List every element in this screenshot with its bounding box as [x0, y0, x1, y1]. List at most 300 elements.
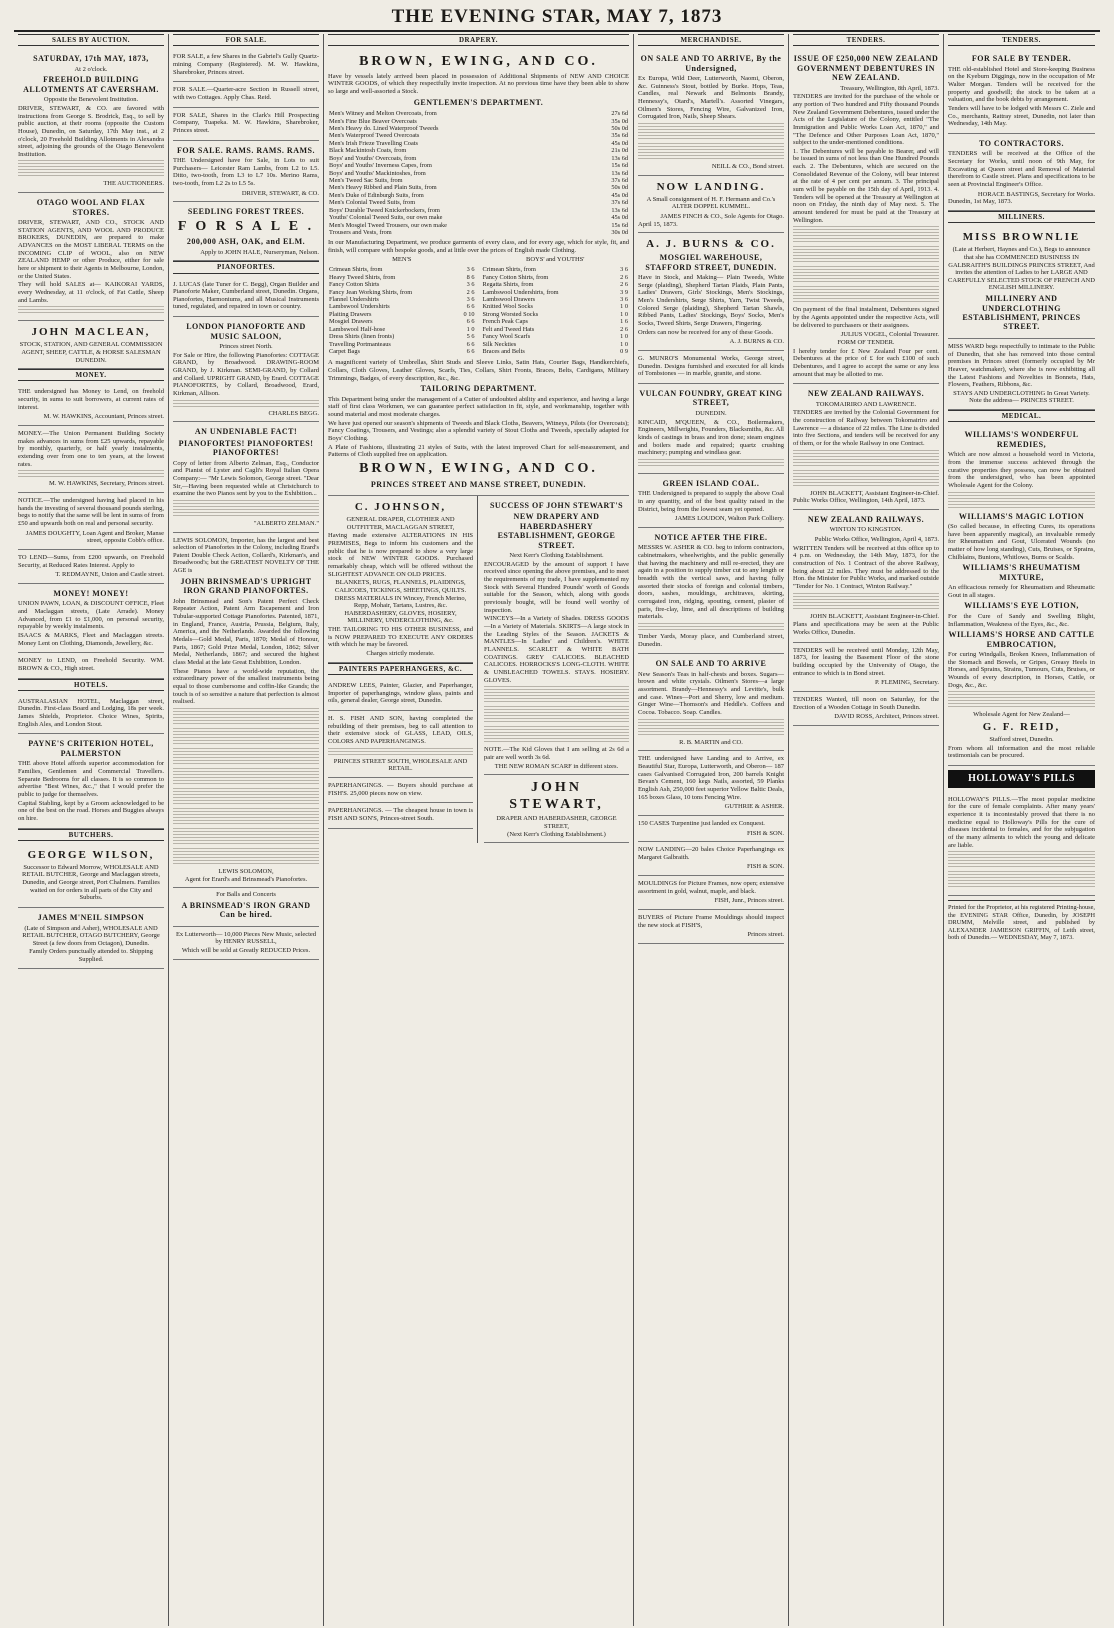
- ad-wool-stores: [18, 193, 164, 321]
- brinsmead-body: John Brinsmead and Son's Patent Perfect Check Repeater Action, Patent Arm Escapement and Iron Tubular-supported Cottage Pianofortes. Patented, 1871, in England, France, Austria, Prussia, Belgium, Italy, America, and the Netherlands. Awarded the following Medals—Gold Medal, Paris, 1870; Medal of Honour, Paris, 1867; Gold Prize Medal, London, 1862; Silver Medal, Netherlands, 1867; and secured the highest class Medal at the late Great Exhibition, London.: [173, 597, 319, 666]
- text-filler: [18, 470, 164, 478]
- lotion-title: WILLIAMS'S MAGIC LOTION: [958, 511, 1085, 521]
- ad-brown-ewing: [328, 49, 629, 496]
- drapery-lower-left: [328, 496, 478, 843]
- text-filler: [18, 306, 164, 314]
- text-filler: [173, 788, 319, 806]
- price-value: 1 0: [620, 303, 628, 311]
- price-row: [328, 341, 476, 348]
- brownlie-foot: MILLINERY AND UNDERCLOTHING ESTABLISHMENT, PRINCES STREET.: [962, 294, 1081, 332]
- forsale-title: F O R S A L E .: [177, 218, 315, 234]
- lucas-body: J. LUCAS (late Tuner for C. Begg), Organ Builder and Pianoforte Maker, Cumberland street, Dunedin. Organs, Pianofortes, Harmoniums, and all Musical Instruments tuned, regulated, and repaired in town or country.: [173, 280, 319, 311]
- stewart-title-2: JOHN STEWART,: [509, 780, 604, 812]
- auction-body: DRIVER, STEWART, & CO. are favored with instructions from George S. Brodrick, Esq., to sell by public auction, at their rooms (opposite the Custom House), Dunedin, on Saturday, 17th May inst., at 2 o'clock, 20 Freehold Building Allotments in Alexandra street, adjoining the grounds of the Otago Benevolent Institution.: [18, 104, 164, 158]
- column-1: [14, 34, 169, 1626]
- stewart-subtitle: NEW DRAPERY AND HABERDASHERY ESTABLISHMENT, GEORGE STREET.: [497, 512, 616, 550]
- price-item: Men's Fine Blue Beaver Overcoats: [329, 117, 417, 125]
- section-heading-milliners: MILLINERS.: [948, 211, 1095, 223]
- london-title: LONDON PIANOFORTE AND MUSIC SALOON,: [186, 322, 306, 341]
- text-filler: [484, 686, 629, 704]
- mens-boys-lists: [328, 256, 629, 359]
- vulcan-title: VULCAN FOUNDRY, GREAT KING STREET,: [639, 389, 783, 408]
- landing-body: A Small consignment of H. F. Hermann and Co.'s ALTER DOPPEL KUMMEL.: [646, 195, 776, 211]
- ad-basement-lease: [793, 643, 939, 692]
- text-filler: [173, 808, 319, 826]
- price-row: [482, 266, 630, 273]
- agent-address: Stafford street, Dunedin.: [989, 735, 1054, 743]
- price-row: [328, 214, 629, 221]
- price-row: [482, 274, 630, 281]
- ad-fish: [328, 711, 473, 778]
- price-item: Crimean Shirts, from: [482, 266, 536, 274]
- ad-australasian-hotel: [18, 694, 164, 735]
- price-value: 1 6: [620, 318, 628, 326]
- price-row: [328, 132, 629, 139]
- price-value: 2 6: [620, 281, 628, 289]
- price-item: Men's Mosgiel Tweed Trousers, our own make: [329, 221, 447, 229]
- ad-railway-winton: [793, 510, 939, 643]
- mouldings-body: MOULDINGS for Picture Frames, now open; extensive assortment in gold, walnut, maple, and black.: [638, 880, 784, 895]
- rams-body: THE Undersigned have for Sale, in Lots to suit Purchasers— Leicester Ram Lambs, from L2 to L5. Ditto, two-tooth, from L3 to L7 10s. Merino Rams, two-tooth, from L2 2s to L5 5s.: [173, 156, 319, 187]
- notice-signature: JAMES DOUGHTY, Loan Agent and Broker, Manse street, opposite Cobb's office.: [25, 529, 164, 545]
- price-value: 3 6: [466, 266, 475, 274]
- section-heading-painters: PAINTERS PAPERHANGERS, &C.: [328, 663, 473, 675]
- column-5: [789, 34, 944, 1626]
- price-item: Fancy Cotton Shirts: [329, 281, 380, 289]
- price-row: [482, 303, 630, 310]
- ad-sale-by-tender: [948, 49, 1095, 134]
- section-heading-butchers: BUTCHERS.: [18, 829, 164, 841]
- agent-foot: From whom all information and the most reliable testimonials can be procured.: [948, 744, 1095, 760]
- ad-money-1: [18, 384, 164, 426]
- ad-lees: [328, 678, 473, 711]
- coal-body: THE Undersigned is prepared to supply the above Coal in any quantity, and of the best quality raised in the District, being from the lowest seam yet opened.: [638, 490, 784, 513]
- landing2-body: NOW LANDING—20 bales Choice Paperhangings ex Margaret Galbraith.: [638, 846, 784, 861]
- column-4: [634, 34, 789, 1626]
- ad-turpentine: [638, 816, 784, 842]
- price-item: Flannel Undershirts: [329, 296, 379, 303]
- ad-undeniable-fact: [173, 422, 319, 532]
- price-row: [328, 177, 629, 184]
- turpentine-body: 150 CASES Turpentine just landed ex Conquest.: [638, 819, 765, 827]
- turpentine-signature: FISH & SON.: [746, 829, 784, 837]
- fact-signature: "ALBERTO ZELMAN.": [253, 519, 319, 527]
- text-filler: [173, 828, 319, 846]
- price-item: Plaiting Drawers: [329, 310, 372, 318]
- columns: [14, 34, 1099, 1626]
- price-value: 50s 0d: [611, 184, 628, 192]
- price-value: 6 6: [466, 303, 475, 311]
- ad-guthrie: [638, 751, 784, 816]
- price-value: 8 6: [466, 273, 475, 281]
- ad-johnson: [328, 496, 473, 663]
- burns-signature: A. J. BURNS & CO.: [729, 338, 784, 346]
- price-item: Lambswool Drawers: [482, 296, 536, 303]
- text-filler: [173, 848, 319, 866]
- ad-money-lend: [18, 653, 164, 678]
- trees-body: 200,000 ASH, OAK, and ELM.: [186, 237, 306, 247]
- price-value: 1 0: [620, 333, 628, 341]
- ad-to-lend: [18, 550, 164, 584]
- text-filler: [638, 123, 784, 141]
- price-value: 1 0: [620, 310, 628, 318]
- contractors-signature: HORACE BASTINGS, Secretary for Works.: [977, 190, 1095, 198]
- price-row: [482, 318, 630, 325]
- rail2-subtitle: WINTON TO KINGSTON.: [829, 526, 903, 534]
- price-value: 3 6: [466, 281, 475, 289]
- tolend-body: TO LEND—Sums, from £200 upwards, on Freehold Security, at Reduced Rates Interest. Apply to: [18, 553, 164, 569]
- mens-price-list: [328, 266, 476, 355]
- london-signature: CHARLES BEGG.: [268, 409, 319, 417]
- price-value: 45s 0d: [611, 139, 628, 147]
- williams-body: Which are now almost a household word in Victoria, from the immense success achieved through the curative properties they possess, can now be obtained from the undersigned, who has been appointed Wholesale Agent for the Colony.: [948, 451, 1095, 489]
- ad-williams-remedies: [948, 425, 1095, 766]
- column-3-drapery: [324, 34, 634, 1626]
- tolend-signature: T. REDMAYNE, Union and Castle street.: [55, 571, 164, 579]
- burns-body: Have in Stock, and Making— Plain Tweeds, White Serge (plaiding), Shepherd Tartan Plaids, Plain Pants, Ladies' Drawers, Girls' Stockings, Men's Stockings, Men's Undershirts, Serge Shirts, Yarn, Twist Tweeds, Colored Serge (plaiding), Shepherd Tartan Shawls, Ribbed Pants, Ladies' Stockings, Boys' Socks, Men's Socks, Tweed Shirts, Serge Drawers, Fingering.: [638, 274, 784, 328]
- ad-notice-fire: [638, 528, 784, 654]
- maclean-place: DUNEDIN.: [75, 356, 107, 364]
- tailoring-title: TAILORING DEPARTMENT.: [420, 384, 537, 394]
- price-value: 30s 0d: [611, 228, 628, 236]
- ad-green-island-coal: [638, 474, 784, 528]
- text-filler: [638, 459, 784, 467]
- ad-union-pawn: [18, 584, 164, 653]
- form-body: I hereby tender for £ New Zealand Four per cent. Debentures at the price of £ for each £100 of such Debentures, and I agree to accept the same or any less amount that may be allotted to me.: [793, 347, 939, 378]
- price-item: Lambswool Half-hose: [329, 325, 386, 333]
- stewart-note: NOTE.—The Kid Gloves that I am selling at 2s 6d a pair are well worth 3s 6d.: [484, 746, 629, 761]
- text-filler: [793, 246, 939, 264]
- text-filler: [793, 593, 939, 611]
- column-6: [944, 34, 1099, 1626]
- price-item: Black Mackintosh Coats, from: [329, 147, 407, 155]
- money2-signature: M. W. HAWKINS, Secretary, Princes street.: [49, 480, 164, 488]
- price-value: 21s 0d: [611, 147, 628, 155]
- price-row: [482, 311, 630, 318]
- price-item: Men's Witney and Melton Overcoats, from: [329, 110, 437, 118]
- fish-body: H. S. FISH AND SON, having completed the rebuilding of their premises, beg to call attention to their extensive stock of GLASS, LEAD, OILS, COLORS AND PAPERHANGINGS.: [328, 714, 473, 745]
- ad-paperhangings-2: [328, 803, 473, 828]
- section-heading-merchandise: MERCHANDISE.: [638, 34, 784, 46]
- auction-date: SATURDAY, 17th MAY, 1873,: [33, 54, 149, 64]
- price-row: [328, 229, 629, 236]
- price-row: [328, 162, 629, 169]
- mens-list: [328, 256, 476, 359]
- ad-solomon: [173, 533, 319, 889]
- burns-title: A. J. BURNS & CO.: [646, 238, 776, 251]
- price-item: Mosgiel Drawers: [329, 318, 373, 326]
- ad-martin: [638, 654, 784, 751]
- text-filler: [948, 691, 1095, 709]
- holloway-body: HOLLOWAY'S PILLS.—The most popular medicine for the cure of female complaints. After many years' experience it is incontestably proved that there is no medicine equal to Holloway's Pills for the cure of diseases incidental to females, and for the subjugation of the many ailments to which the young and delicate are liable.: [948, 795, 1095, 849]
- brown-ewing-address: PRINCES STREET AND MANSE STREET, DUNEDIN.: [370, 479, 587, 489]
- brown-ewing-title-2: BROWN, EWING, AND CO.: [359, 461, 598, 477]
- buyers-signature: Princes street.: [747, 931, 784, 939]
- price-row: [328, 147, 629, 154]
- text-filler: [948, 492, 1095, 510]
- boys-list: [482, 256, 630, 359]
- stewart-title: SUCCESS OF JOHN STEWART'S: [489, 500, 624, 510]
- guthrie-signature: GUTHRIE & ASHER.: [724, 803, 784, 811]
- money-lend-body: MONEY to LEND, on Freehold Security. WM. BROWN & CO., High street.: [18, 657, 164, 672]
- price-value: 6 6: [466, 347, 475, 355]
- payne-stable: Capital Stabling, kept by a Groom acknowledged to be one of the best on the road. Horses and Buggies always on hire.: [18, 799, 164, 822]
- price-row: [482, 281, 630, 288]
- price-row: [328, 289, 476, 296]
- loan-signature: JULIUS VOGEL, Colonial Treasurer.: [840, 331, 939, 339]
- price-item: Men's Heavy do. Lined Waterproof Tweeds: [329, 125, 439, 133]
- rail1-signature: JOHN BLACKETT, Assistant Engineer-in-Chief.: [810, 489, 939, 497]
- price-item: Strong Worsted Socks: [482, 310, 539, 318]
- section-heading-tenders-2: TENDERS.: [948, 34, 1095, 46]
- loan-title: ISSUE OF £250,000 NEW ZEALAND GOVERNMENT DEBENTURES IN NEW ZEALAND.: [793, 54, 939, 83]
- landing2-signature: FISH & SON.: [746, 863, 784, 871]
- price-row: [328, 192, 629, 199]
- fashions-body: A Plate of Fashions, illustrating 21 styles of Suits, with the latest improved Chart for self-measurement, and Patterns of Cloth supplied free on application.: [328, 443, 629, 459]
- price-item: Regatta Shirts, from: [482, 281, 534, 289]
- gents-price-list: [328, 110, 629, 236]
- burns-subtitle: MOSGIEL WAREHOUSE, STAFFORD STREET, DUNEDIN.: [645, 253, 777, 272]
- ad-ward: [948, 339, 1095, 410]
- rail1-address: Public Works Office, Wellington, 14th April, 1873.: [793, 497, 926, 505]
- ad-sale-2: [173, 82, 319, 107]
- price-row: [328, 184, 629, 191]
- johnson-title: C. JOHNSON,: [354, 500, 447, 513]
- price-value: 35s 6d: [611, 132, 628, 140]
- school-signature: P. FLEMING, Secretary.: [874, 679, 939, 687]
- johnson-subtitle: GENERAL DRAPER, CLOTHIER AND OUTFITTER, MACLAGGAN STREET,: [346, 515, 455, 531]
- ad-holloway: [948, 792, 1095, 897]
- price-row: [328, 333, 476, 340]
- text-filler: [173, 748, 319, 766]
- price-row: [328, 296, 476, 303]
- stewart-items: WINCEYS—In a Variety of Shades. DRESS GOODS—In a Variety of Materials. SKIRTS—A large stock in the Leading Styles of the Season. JACKETS & MANTLES—In Ladies' and Children's. WHITE FLANNELS. SCARLET & WHITE BATH COATINGS. GREY CALICOES. BLEACHED CALICOES. HORROCKS'S LONG-CLOTH. WHITE & UNBLEACHED TOWELS. STAYS. HOSIERY. GLOVES.: [484, 615, 629, 684]
- london-subtitle: Princes street North.: [219, 343, 273, 351]
- horse-title: WILLIAMS'S HORSE AND CATTLE EMBROCATION,: [948, 630, 1095, 649]
- money1-body: THE undersigned has Money to Lend, on freehold security, in sums to suit borrowers, at current rates of interest.: [18, 388, 164, 411]
- price-item: Boys' and Youths' Mackintoshes, from: [329, 169, 426, 177]
- price-row: [328, 199, 629, 206]
- text-filler: [173, 768, 319, 786]
- price-item: Men's Duke of Edinburgh Suits, from: [329, 191, 424, 199]
- ad-paperhangings-1: [328, 778, 473, 803]
- ad-auction-caversham: [18, 49, 164, 193]
- price-item: Trousers and Vests, from: [329, 228, 392, 236]
- text-filler: [484, 706, 629, 724]
- ad-brinsmead-hire: [173, 888, 319, 927]
- price-row: [328, 110, 629, 117]
- price-row: [328, 140, 629, 147]
- guthrie-body: THE undersigned have Landing and to Arrive, ex Beautiful Star, Europa, Lutterworth, and Oberon— 187 cases Galvanised Corrugated Iron, 200 barrels Knight Bevan's Cement, 160 kegs Nails, assorted, 59 Planks English Ash, 250,000 feet superior Yellow Baltic Deals, 165 boxes Glass, 10 tons Fencing Wire.: [638, 755, 784, 801]
- text-filler: [638, 623, 784, 631]
- fire-title: NOTICE AFTER THE FIRE.: [654, 532, 768, 542]
- ad-cottage-tender: [793, 692, 939, 726]
- section-heading-drapery: DRAPERY.: [328, 34, 629, 46]
- brownlie-title: MISS BROWNLIE: [962, 231, 1081, 244]
- ad-rams: [173, 141, 319, 203]
- ad-wilson: [18, 844, 164, 908]
- stewart-next: Next Kerr's Clothing Establishment.: [509, 552, 604, 560]
- price-value: 0 9: [620, 347, 628, 355]
- rail2-dateline: Public Works Office, Wellington, April 4, 1873.: [814, 536, 939, 544]
- wilson-body: Successor to Edward Morrow, WHOLESALE AND RETAIL BUTCHER, George and Maclaggan streets, Dunedin, and George street, Port Chalmers. Families waited on for orders in all parts of the City and Suburbs.: [22, 863, 160, 902]
- price-item: Crimean Shirts, from: [329, 266, 383, 274]
- auction-time: At 2 o'clock.: [74, 65, 108, 73]
- tailoring-body-2: We have just opened our season's shipments of Tweeds and Black Cloths, Beavers, Witneys, Pilots (for Overcoats); Fancy Coatings, Trousers, and Vestings; also a splendid variety of Stout Cloths and Tweeds, specially adapted for Boys' Clothing.: [328, 419, 629, 443]
- price-value: 2 6: [620, 273, 628, 281]
- price-value: 1 0: [620, 340, 628, 348]
- ad-money-2: [18, 426, 164, 493]
- ad-vulcan-foundry: [638, 384, 784, 474]
- eye-title: WILLIAMS'S EYE LOTION,: [964, 601, 1079, 611]
- simpson-foot: Family Orders punctually attended to. Shipping Supplied.: [29, 948, 153, 964]
- ad-mouldings: [638, 876, 784, 910]
- section-heading-for-sale: FOR SALE.: [173, 34, 319, 46]
- printer-imprint: Printed for the Proprietor, at his registered Printing-house, the EVENING STAR Office, Dunedin, by JOSEPH DRUMM, Melville street, and published by ALEXANDER JAMIESON GRIFFIN, of Leith street, both of Dunedin.— WEDNESDAY, May 7, 1873.: [948, 900, 1095, 941]
- hire-body: A BRINSMEAD'S IRON GRAND Can be hired.: [181, 900, 311, 920]
- price-value: 3 9: [620, 288, 628, 296]
- agent-name: G. F. REID,: [982, 721, 1061, 733]
- text-filler: [793, 470, 939, 488]
- buyers-body: BUYERS of Picture Frame Mouldings should inspect the new stock at FISH'S,: [638, 914, 784, 929]
- fire-address: Timber Yards, Moray place, and Cumberland street, Dunedin.: [638, 632, 784, 648]
- price-item: Heavy Tweed Shirts, from: [329, 273, 396, 281]
- horse-body: For curing Windgalls, Broken Knees, Inflammation of the Stomach and Bowels, or Gripes, Greasy Heels in Horses, and Sprains, Strains, Tumours, Cuts, Bruises, or Wounds of every description, in Horses, Cattle, or Dogs, &c., &c.: [948, 651, 1095, 689]
- price-value: 50s 0d: [611, 125, 628, 133]
- solomon-signature: LEWIS SOLOMON,: [218, 867, 274, 875]
- vulcan-body: KINCAID, M'QUEEN, & CO., Boilermakers, Engineers, Millwrights, Founders, Blacksmiths, &c. All kinds of castings in brass and iron done; steam engines and boilers made and repaired; quartz crushing machinery; pumping and windlass gear.: [638, 418, 784, 457]
- price-item: Braces and Belts: [482, 347, 525, 355]
- gents-title: GENTLEMEN'S DEPARTMENT.: [413, 97, 544, 107]
- ad-buyers: [638, 910, 784, 944]
- wool-sales: They will hold SALES at— KAIKORAI YARDS, every Wednesday, at 11 o'clock, of Fat Cattle, Sheep and Lambs.: [18, 281, 164, 304]
- price-value: 6 6: [466, 318, 475, 326]
- russell-foot: Which will be sold at Greatly REDUCED Prices.: [181, 947, 311, 955]
- text-filler: [173, 500, 319, 518]
- sale2-body: FOR SALE.—Quarter-acre Section in Russell street, with two Cottages. Apply Chas. Reid.: [173, 86, 319, 101]
- price-row: [482, 326, 630, 333]
- ad-now-landing: [638, 176, 784, 234]
- contractors-body: TENDERS will be received at the Office of the Secretary for Works, until noon of 9th May, for Excavating at Queen street and Removal of Material therefrom to Castle street. Plans and specifications to be seen at Provincial Engineer's Office.: [948, 150, 1095, 188]
- cottage-body: TENDERS Wanted, till noon on Saturday, for the Erection of a Wooden Cottage in South Dunedin.: [793, 695, 939, 711]
- text-filler: [638, 143, 784, 161]
- text-filler: [793, 286, 939, 304]
- mouldings-signature: FISH, Junr., Princes street.: [714, 897, 784, 905]
- stewart-foot: (Next Kerr's Clothing Establishment.): [507, 830, 606, 838]
- price-item: Dress Shirts (linen fronts): [329, 333, 395, 341]
- munro-body: G. MUNRO'S Monumental Works, George street, Dunedin. Designs furnished and executed for all kinds of Tombstones — in marble, granite, and stone.: [638, 355, 784, 378]
- rail1-body: TENDERS are invited by the Colonial Government for the construction of Railway between Tokomairiro and Lawrence — a distance of 22 miles. The Line is divided into five Sections, and tenders will be received for any of them, or for the whole Railway in one Contract.: [793, 409, 939, 447]
- paper2-body: PAPERHANGINGS. — The cheapest house in town is FISH AND SON'S, Princes-street South.: [328, 807, 473, 822]
- wool-title: OTAGO WOOL AND FLAX STORES.: [36, 198, 146, 217]
- section-heading-auction: SALES BY AUCTION.: [18, 34, 164, 46]
- text-filler: [18, 160, 164, 178]
- loan-dateline: Treasury, Wellington, 8th April, 1873.: [840, 84, 939, 92]
- section-heading-pianofortes: PIANOFORTES.: [173, 261, 319, 273]
- ad-payne-hotel: [18, 734, 164, 828]
- johnson-body: Having made extensive ALTERATIONS IN HIS PREMISES, Begs to inform his customers and the public that he is now prepared to show a very large stock of NEW WINTER GOODS. Purchased remarkably cheap, which will be offered without the SLIGHTEST ADVANCE ON OLD PRICES.: [328, 532, 473, 578]
- lotion-body: (So called because, in effecting Cures, its operations have been apparently magical), an invaluable remedy for Rheumatism and Gout, Ulcerated Wounds (no matter of how long standing), Cuts, Bruises, or Sprains, Chilblains, Bunions, Whitlows, Burns or Scalds.: [948, 522, 1095, 561]
- money1-signature: M. W. HAWKINS, Accountant, Princes street.: [43, 413, 164, 421]
- neill-signature: NEILL & CO., Bond street.: [711, 163, 784, 171]
- price-row: [328, 274, 476, 281]
- text-filler: [173, 728, 319, 746]
- form-title: FORM OF TENDER.: [837, 339, 895, 346]
- price-row: [482, 348, 630, 355]
- rams-title: FOR SALE. RAMS. RAMS. RAMS.: [177, 145, 315, 155]
- rail1-title: NEW ZEALAND RAILWAYS.: [807, 389, 925, 399]
- price-item: Fancy Jean Working Shirts, from: [329, 288, 413, 296]
- payne-title: PAYNE'S CRITERION HOTEL, PALMERSTON: [28, 739, 154, 758]
- price-row: [482, 341, 630, 348]
- johnson-goods: BLANKETS, RUGS, FLANNELS, PLAIDINGS, CALICOES, TICKINGS, SHEETINGS, QUILTS. DRESS MATERIALS IN Wincey, French Merino, Repp, Mohair, Tartans, Lustres, &c. HABERDASHERY, GLOVES, HOSIERY, MILLINERY, UNDERCLOTHING, &c.: [334, 579, 467, 625]
- column-2: [169, 34, 324, 1626]
- price-item: Men's Tweed Sac Suits, from: [329, 176, 403, 184]
- finch-signature: JAMES FINCH & CO., Sole Agents for Otago.: [660, 213, 784, 220]
- london-body: For Sale or Hire, the following Pianofortes: COTTAGE GRAND, by Broadwood. DRAWING-ROOM GRAND, by J. Kirkman. SEMI-GRAND, by Collard and Collard. UPRIGHT GRAND, by Erard. COTTAGE PIANOFORTES, by Collard, Broadwood, Erard, Kirkman, Allison.: [173, 351, 319, 397]
- auction-title: FREEHOLD BUILDING ALLOTMENTS AT CAVERSHAM.: [23, 75, 159, 94]
- ad-russell: [173, 927, 319, 960]
- price-item: Men's Waterproof Tweed Overcoats: [329, 132, 420, 140]
- ad-notice-doughty: [18, 493, 164, 550]
- rheum-title: WILLIAMS'S RHEUMATISM MIXTURE,: [962, 563, 1081, 582]
- umbrellas-body: A magnificent variety of Umbrellas, Shirt Studs and Sleeve Links, Satin Hats, Courier Bags, Handkerchiefs, Collars, Cloth Gloves, Leather Gloves, Scarfs, Ties, Collars, Shirt Fronts, Braces, Belts, Cardigans, Military Trimmings, Badges, of every description, &c., &c.: [328, 359, 629, 382]
- boys-header: BOYS' and YOUTHS': [526, 255, 585, 263]
- price-row: [328, 318, 476, 325]
- loan-conditions: 1. The Debentures will be payable to Bearer, and will be issued in sums of not less than One Hundred Pounds each. 2. The Debentures, which are secured on the Consolidated Revenue of the Colony, will bear interest at the rate of 4 per cent per annum. 3. The principal sum will be payable on the 15th day of April, 1913. 4. Tenders will be opened at the Treasury at Wellington at noon on Friday, the ninth day of May next. 5. The amount tendered for must be paid at the Treasury at Wellington.: [793, 147, 939, 224]
- price-item: Men's Heavy Ribbed and Plain Suits, from: [329, 184, 437, 192]
- text-filler: [484, 726, 629, 744]
- williams-title: WILLIAMS'S WONDERFUL REMEDIES,: [964, 430, 1079, 449]
- ad-maclean: [18, 321, 164, 369]
- fact-body: Copy of letter from Alberto Zelman, Esq., Conductor and Pianist of Lyster and Cagli's Royal Italian Opera Company:— "Mr Lewis Solomon, George street. "Dear Sir,—Having been requested while at Christchurch to examine the two Pianos sent by you to the Exhibition...: [173, 459, 319, 498]
- section-heading-hotels: HOTELS.: [18, 679, 164, 691]
- section-heading-tenders: TENDERS.: [793, 34, 939, 46]
- price-row: [328, 155, 629, 162]
- price-row: [482, 333, 630, 340]
- ad-stewart-2: [484, 775, 629, 843]
- seedling-title: SEEDLING FOREST TREES.: [187, 207, 305, 217]
- price-row: [328, 170, 629, 177]
- stewart-body: ENCOURAGED by the amount of support I have received since opening the above premises, and to meet the requirements of my trade, I have supplemented my Stock with Several Hundred Pounds' worth of Goods suitable for the Season, which, along with goods previously bought, will be found well worthy of inspection.: [484, 560, 629, 614]
- fire-body: MESSRS W. ASHER & CO. beg to inform contractors, cabinetmakers, wheelwrights, and the public generally that having the machinery and mill re-erected, they are again in a position to supply timber cut to any length or breadth with the vertical saws, and having fully assorted their stocks of foreign and colonial timbers, doors, sashes, mouldings, architraves, skirting, corrugated iron, ridging, spouting, cement, plaster of paris, fire-clay, lime, and all descriptions of building materials.: [638, 544, 784, 621]
- sale3-body: FOR SALE, Shares in the Clark's Hill Prospecting Company, Tuapeka. M. W. Hawkins, Sharebroker, Princes street.: [173, 111, 319, 134]
- trees-signature: Apply to JOHN HALE, Nurseryman, Nelson.: [200, 248, 319, 256]
- text-filler: [793, 226, 939, 244]
- text-filler: [328, 748, 473, 756]
- price-item: Youths' Colonial Tweed Suits, our own make: [329, 214, 443, 222]
- vulcan-place: DUNEDIN.: [695, 409, 727, 417]
- price-item: Travelling Portmanteaus: [329, 340, 391, 348]
- price-row: [328, 311, 476, 318]
- price-value: 3 6: [620, 296, 628, 303]
- price-item: Knitted Wool Socks: [482, 303, 533, 311]
- manufacturing-body: In our Manufacturing Department, we produce garments of every class, and for every age, which for style, fit, and finish, will compare with bespoke goods, and at little over the prices of English made Clothing.: [328, 239, 629, 254]
- scarf-body: THE NEW ROMAN SCARF in different sizes.: [494, 762, 619, 770]
- ad-stewart: [484, 496, 629, 775]
- text-filler: [173, 400, 319, 408]
- contractors-title: TO CONTRACTORS.: [979, 138, 1064, 148]
- brinsmead-title: JOHN BRINSMEAD'S UPRIGHT IRON GRAND PIANOFORTES.: [180, 576, 312, 596]
- rail2-note: Plans and specifications may be seen at the Public Works Office, Dunedin.: [793, 621, 939, 636]
- price-item: Fancy Cotton Shirts, from: [482, 273, 549, 281]
- price-row: [328, 281, 476, 288]
- sale-arrive-title: ON SALE AND TO ARRIVE, By the Undersigned,: [640, 54, 782, 73]
- ad-simpson: [18, 908, 164, 969]
- rams-signature: DRIVER, STEWART, & CO.: [241, 189, 319, 197]
- paper1-body: PAPERHANGINGS. — Buyers should purchase at FISH'S. 25,000 pieces now on view.: [328, 781, 473, 797]
- price-row: [328, 207, 629, 214]
